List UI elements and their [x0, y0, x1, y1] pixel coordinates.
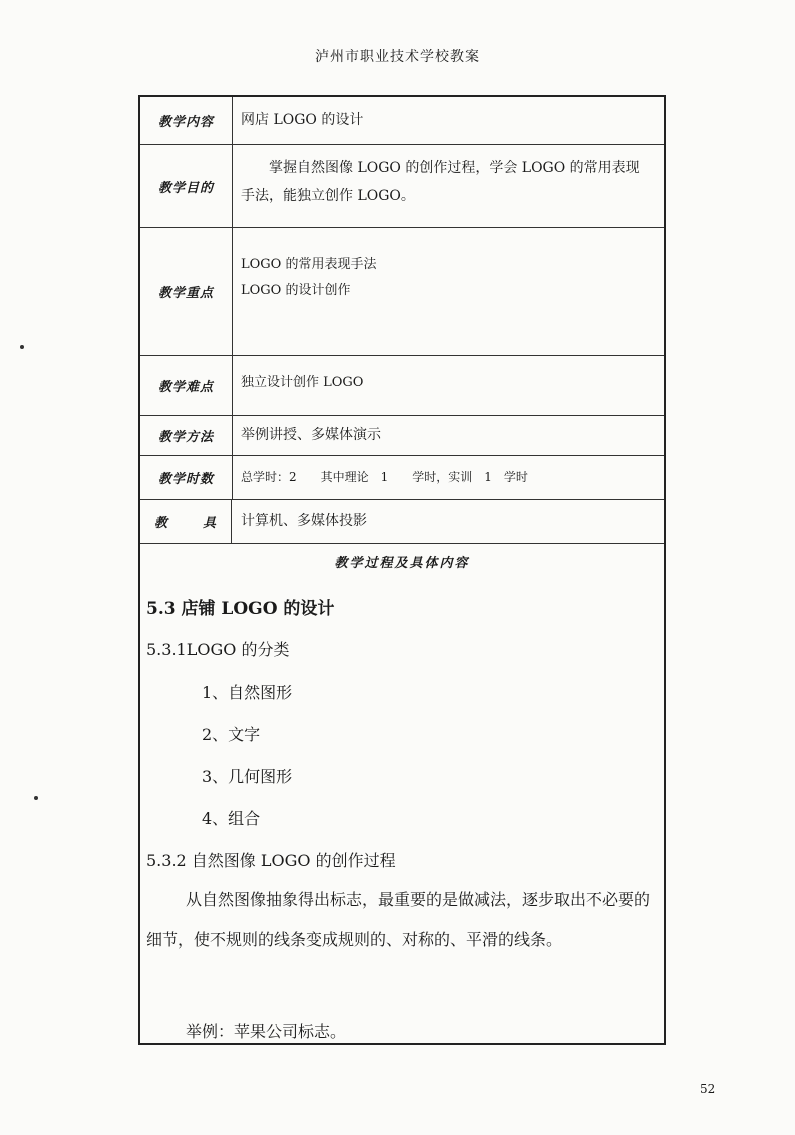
scan-speck: [34, 796, 38, 800]
value-method: 举例讲授、多媒体演示: [241, 427, 381, 443]
label-objective: 教学目的: [140, 145, 233, 227]
row-objective: [140, 145, 664, 228]
value-keypoints-line2: LOGO 的设计创作: [241, 283, 351, 298]
list-item: 1、自然图形: [202, 683, 293, 702]
lesson-plan-table: [138, 95, 666, 1045]
page-number: 52: [700, 1082, 716, 1096]
label-content: 教学内容: [140, 97, 233, 144]
page-header: 泸州市职业技术学校教案: [315, 49, 480, 65]
section-heading: 5.3 店铺 LOGO 的设计: [146, 599, 335, 619]
label-tools-a: 教: [154, 516, 169, 531]
value-tools: 计算机、多媒体投影: [241, 513, 367, 529]
label-method: 教学方法: [140, 416, 233, 455]
list-item: 4、组合: [202, 809, 261, 828]
row-tools: [140, 500, 664, 544]
example-line: 举例：苹果公司标志。: [186, 1022, 347, 1041]
list-item: 2、文字: [202, 725, 261, 744]
row-difficulty: [140, 356, 664, 416]
label-tools: [140, 500, 232, 543]
subsection-process: 5.3.2 自然图像 LOGO 的创作过程: [146, 851, 396, 870]
list-item: 3、几何图形: [202, 767, 293, 786]
label-tools-b: 具: [202, 516, 217, 531]
process-paragraph: 从自然图像抽象得出标志，最重要的是做减法，逐步取出不必要的细节，使不规则的线条变成规则的、对称的、平滑的线条。: [146, 890, 651, 949]
scan-speck: [20, 345, 24, 349]
subsection-classification: 5.3.1LOGO 的分类: [146, 640, 290, 659]
value-hours: 总学时：2 其中理论 1 学时，实训 1 学时: [241, 470, 528, 484]
value-objective-line2: 手法，能独立创作 LOGO。: [241, 188, 415, 204]
label-difficulty: 教学难点: [140, 356, 233, 415]
label-hours: 教学时数: [140, 456, 233, 499]
value-difficulty: 独立设计创作 LOGO: [241, 375, 364, 390]
row-content: [140, 97, 664, 145]
row-method: [140, 416, 664, 456]
value-objective-line1: 掌握自然图像 LOGO 的创作过程，学会 LOGO 的常用表现: [269, 160, 640, 176]
process-title: 教学过程及具体内容: [334, 556, 470, 571]
value-keypoints-line1: LOGO 的常用表现手法: [241, 257, 377, 272]
label-keypoints: 教学重点: [140, 228, 233, 355]
value-content: 网店 LOGO 的设计: [241, 112, 364, 128]
row-hours: [140, 456, 664, 500]
row-keypoints: [140, 228, 664, 356]
